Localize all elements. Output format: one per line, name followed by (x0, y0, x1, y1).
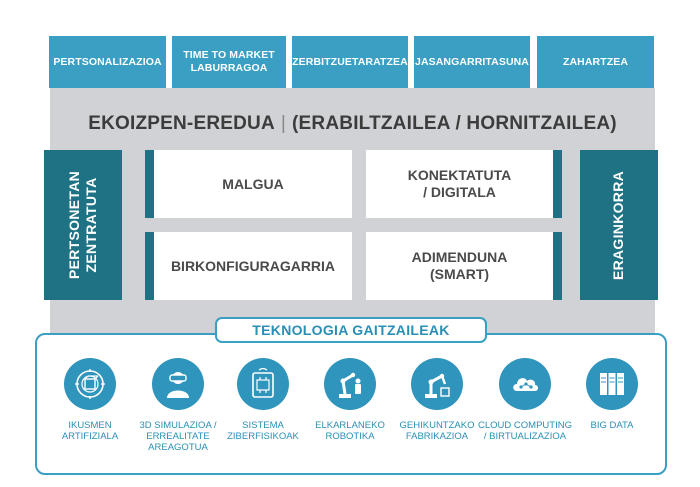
cell-accent-bar (145, 150, 154, 218)
server-icon (586, 358, 638, 410)
tech-collaborative-robotics (304, 358, 396, 442)
driver-personalization: PERTSONALIZAZIOA (49, 36, 166, 88)
production-model-right: (ERABILTZAILEA / HORNITZAILEA) (292, 113, 617, 134)
production-model-left: EKOIZPEN-EREDUA (88, 113, 275, 134)
driver-servitization: ZERBITZUETARATZEA (292, 36, 408, 88)
model-grid-background (50, 162, 655, 340)
driver-sustainability: JASANGARRITASUNA (414, 36, 530, 88)
cell-flexible: MALGUA (154, 150, 352, 218)
tech-artificial-vision (44, 358, 136, 442)
tech-cyber-physical (217, 358, 309, 442)
title-separator: | (280, 113, 287, 134)
cell-reconfigurable: BIRKONFIGURAGARRIA (154, 232, 352, 300)
cell-connected-digital: KONEKTATUTA / DIGITALA (366, 150, 553, 218)
industrial-robot-icon (411, 358, 463, 410)
production-model-title (50, 104, 655, 144)
cell-accent-bar (145, 232, 154, 300)
pillar-people-centered-label: PERTSONETAN ZENTRATUTA (66, 170, 99, 280)
driver-time-to-market: TIME TO MARKET LABURRAGOA (172, 36, 286, 88)
technologies-title: TEKNOLOGIA GAITZAILEAK (215, 317, 487, 343)
vr-headset-icon (152, 358, 204, 410)
pillar-people-centered (44, 150, 122, 300)
tech-label: ELKARLANEKO ROBOTIKA (315, 420, 385, 442)
tech-label: CLOUD COMPUTING / BIRTUALIZAZIOA (478, 420, 572, 442)
tech-big-data (566, 358, 658, 431)
pillar-efficient (580, 150, 658, 300)
tech-label: IKUSMEN ARTIFIZIALA (61, 420, 119, 442)
collaborative-robot-icon (324, 358, 376, 410)
artificial-vision-icon (64, 358, 116, 410)
tech-label: BIG DATA (590, 420, 634, 431)
tech-label: 3D SIMULAZIOA / ERREALITATE AREAGOTUA (139, 420, 217, 453)
tech-additive-manufacturing (391, 358, 483, 442)
cell-accent-bar (553, 150, 562, 218)
cell-smart: ADIMENDUNA (SMART) (366, 232, 553, 300)
tech-label: SISTEMA ZIBERFISIKOAK (227, 420, 299, 442)
tech-cloud-computing (477, 358, 573, 442)
cloud-icon (499, 358, 551, 410)
tech-3d-simulation (128, 358, 228, 453)
cyber-physical-icon (237, 358, 289, 410)
cell-accent-bar (553, 232, 562, 300)
tech-label: GEHIKUNTZAKO FABRIKAZIOA (399, 420, 475, 442)
pillar-efficient-label: ERAGINKORRA (610, 170, 627, 280)
driver-aging: ZAHARTZEA (537, 36, 654, 88)
